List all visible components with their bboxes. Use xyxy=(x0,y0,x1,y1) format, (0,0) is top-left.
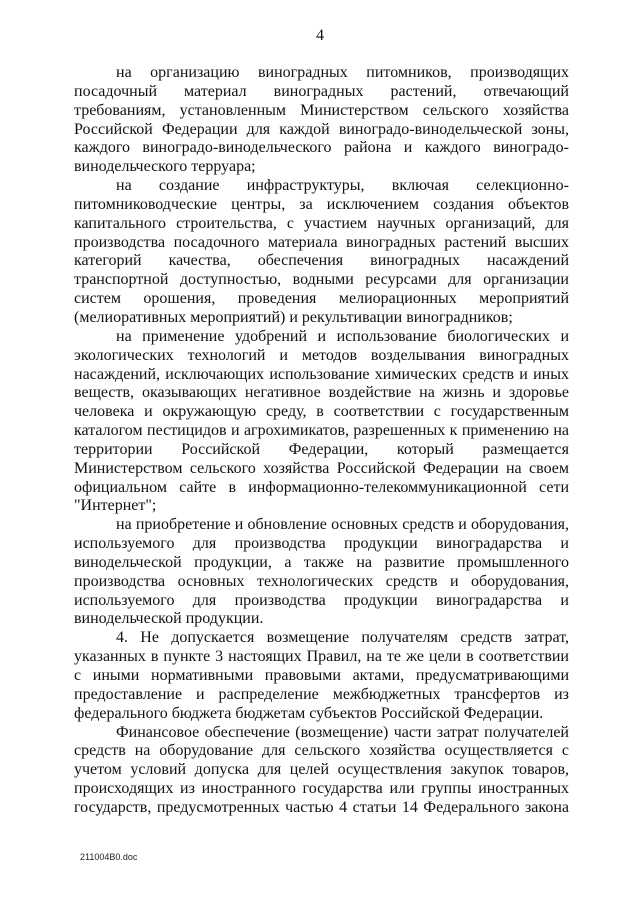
paragraph-equipment: на приобретение и обновление основных средств и оборудования, используемого для производства продукции виноградарства и винодельческой продукции, а также на развитие промышленного производства основных технологических средств и оборудования, используемого для производства продукции виноградарства и винодельческой продукции. xyxy=(74,516,569,628)
paragraph-financing: Финансовое обеспечение (возмещение) части затрат получателей средств на оборудование для сельского хозяйства осуществляется с учетом условий допуска для целей осуществления закупок товаров, происходящих из иностранного государства или группы иностранных государств, предусмотренных частью 4 статьи 14 Федерального закона xyxy=(74,723,569,816)
paragraph-infrastructure: на создание инфраструктуры, включая селекционно-питомниководческие центры, за исключением создания объектов капитального строительства, с участием научных организаций, для производства посадочного материала виноградных растений высших категорий качества, обеспечения виноградных насаждений транспортной доступностью, водными ресурсами для организации систем орошения, проведения мелиорационных мероприятий (мелиоративных мероприятий) и рекультивации виноградников; xyxy=(74,177,569,326)
paragraph-vineyard-nurseries: на организацию виноградных питомников, производящих посадочный материал виноградных растений, отвечающий требованиям, установленным Министерством сельского хозяйства Российской Федерации для каждой виноградо-винодельческой зоны, каждого виноградо-винодельческого района и каждого виноградо-винодельческого терруара; xyxy=(74,64,569,176)
paragraph-item-4: 4. Не допускается возмещение получателям средств затрат, указанных в пункте 3 настоящих Правил, на те же цели в соответствии с иными нормативными правовыми актами, предусматривающими предоставление и распределение межбюджетных трансфертов из федерального бюджета бюджетам субъектов Российской Федерации. xyxy=(74,629,569,722)
page-number: 4 xyxy=(316,27,324,44)
file-name-footer: 211004В0.doc xyxy=(80,852,138,862)
document-body xyxy=(74,64,569,818)
paragraph-fertilizers: на применение удобрений и использование биологических и экологических технологий и методов возделывания виноградных насаждений, исключающих использование химических средств и иных веществ, оказывающих негативное воздействие на жизнь и здоровье человека и окружающую среду, в соответствии с государственным каталогом пестицидов и агрохимикатов, разрешенных к применению на территории Российской Федерации, который размещается Министерством сельского хозяйства Российской Федерации на своем официальном сайте в информационно-телекоммуникационной сети "Интернет"; xyxy=(74,327,569,515)
